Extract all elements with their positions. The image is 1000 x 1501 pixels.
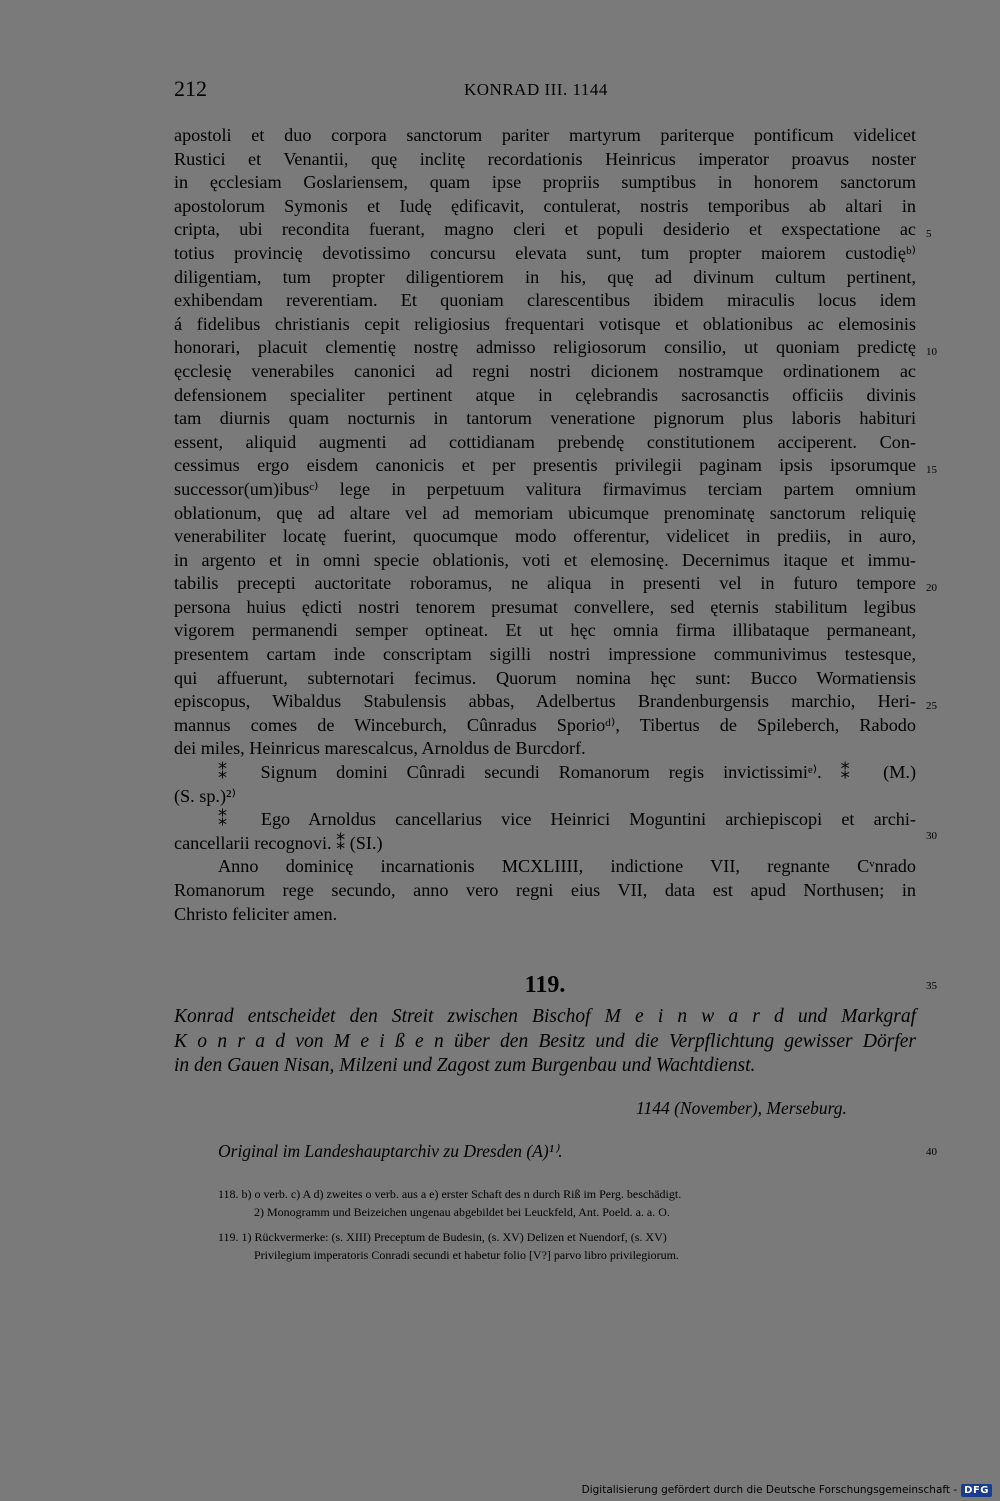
text-line: apostoli et duo corpora sanctorum pariter martyrum pariterque pontificum videlicet: [174, 125, 916, 145]
text-line: cessimus ergo eisdem canonicis et per presentis privilegii paginam ipsis ipsorumque: [174, 455, 916, 476]
signum-line: (S. sp.)²⁾: [174, 785, 236, 806]
text-line: tam diurnis quam nocturnis in tantorum veneratione pignorum plus laboris habituri: [174, 408, 916, 429]
line-number: 15: [926, 464, 937, 476]
text-line: vigorem permanendi semper optineat. Et ut hęc omnia firma illibataque permaneant,: [174, 620, 916, 641]
text-line: honorari, placuit clementię nostrę admisso religiosorum consilio, ut quoniam predictę: [174, 337, 916, 358]
recognition-line: cancellarii recognovi. ⁑ (SI.): [174, 832, 383, 853]
dfg-logo-icon: DFG: [961, 1484, 992, 1497]
text-line: oblationum, quę ad altare vel ad memoriam ubicumque prenominatę sanctorum reliquię: [174, 502, 916, 523]
footnote-block-118: [218, 1186, 918, 1221]
text-line: exhibendam reverentiam. Et quoniam clarescentibus ibidem miraculis locus idem: [174, 290, 916, 311]
text-line: tabilis precepti auctoritate roboramus, ne aliqua in presenti vel in futuro tempore: [174, 573, 916, 594]
text-line: successor(um)ibusᶜ⁾ lege in perpetuum valitura firmavimus terciam partem omnium: [174, 478, 916, 499]
regest: [174, 1005, 916, 1079]
text-line: apostolorum Symonis et Iudę ędificavit, contulerat, nostris temporibus ab altari in: [174, 195, 916, 216]
dfg-credit-text: Digitalisierung gefördert durch die Deutsche Forschungsgemeinschaft -: [581, 1484, 958, 1496]
text-line: venerabiliter locatę fuerint, quocumque modo offerentur, videlicet in prediis, in auro,: [174, 526, 916, 547]
line-number: 20: [926, 582, 937, 594]
text-line: diligentiam, tum propter diligentiorem in his, quę ad divinum cultum pertinent,: [174, 266, 916, 287]
text-line: mannus comes de Winceburch, Cûnradus Sporioᵈ⁾, Tibertus de Spileberch, Rabodo: [174, 714, 916, 735]
line-number: 30: [926, 830, 937, 842]
line-number: 40: [926, 1146, 937, 1158]
regest-line: in den Gauen Nisan, Milzeni und Zagost zum Burgenbau und Wachtdienst.: [174, 1055, 756, 1076]
signum-line: ⁑ Signum domini Cûnradi secundi Romanorum regis invictissimiᵉ⁾. ⁑ (M.): [218, 762, 916, 783]
footnote-line: 118. b) o verb. c) A d) zweites o verb. aus a e) erster Schaft des n durch Riß im Perg. beschädigt.: [218, 1187, 682, 1201]
regest-line: Konrad entscheidet den Streit zwischen Bischof M e i n w a r d und Markgraf: [174, 1006, 916, 1027]
text-line: qui affuerunt, subternotari fecimus. Quorum nomina hęc sunt: Bucco Wormatiensis: [174, 667, 916, 688]
text-line: in ęcclesiam Goslariensem, quam ipse propriis sumptibus in honorem sanctorum: [174, 172, 916, 193]
text-line: presentem cartam inde conscriptam sigilli nostri impressione communivimus testesque,: [174, 644, 916, 665]
footnote-line: Privilegium imperatoris Conradi secundi et habetur folio [V?] parvo libro privilegiorum.: [254, 1247, 679, 1262]
dating-line: Romanorum rege secundo, anno vero regni eius VII, data est apud Northusen; in: [174, 880, 916, 900]
line-number: 10: [926, 346, 937, 358]
text-line: Rustici et Venantii, quę inclitę recordationis Heinricus imperator proavus noster: [174, 148, 916, 169]
text-line: in argento et in omni specie oblationis, voti et elemosinę. Decernimus itaque et immu-: [174, 549, 916, 570]
text-line: defensionem specialiter pertinent atque in cęlebrandis sacrosanctis officiis divinis: [174, 384, 916, 405]
footnotes: [218, 1186, 918, 1272]
document-number: 119.: [524, 972, 566, 998]
dating-line: Anno dominicę incarnationis MCXLIIII, indictione VII, regnante Cᵛnrado: [218, 856, 916, 877]
line-number: 5: [926, 228, 932, 240]
text-line: ęcclesię venerabiles canonici ad regni nostri dicionem nostramque ordinationem ac: [174, 360, 916, 381]
charter-text: [174, 124, 916, 926]
provenance: Original im Landeshauptarchiv zu Dresden (A)¹⁾.: [218, 1141, 563, 1161]
text-line: á fidelibus christianis cepit religiosius frequentari votisque et oblationibus ac elemosinis: [174, 313, 916, 334]
text-line: cripta, ubi recondita fuerant, magno cleri et populi desiderio et exspectatione ac: [174, 219, 916, 240]
dfg-credit: [582, 1481, 992, 1499]
text-line: totius provincię devotissimo concursu elevata sunt, tum propter maiorem custodięᵇ⁾: [174, 242, 916, 263]
date-place: 1144 (November), Merseburg.: [636, 1098, 847, 1118]
text-line: persona huius ędicti nostri tenorem presumat convellere, sed ęternis stabilitum legibus: [174, 596, 916, 617]
text-line: essent, aliquid augmenti ad cottidianam prebendę constitutionem acciperent. Con-: [174, 431, 916, 452]
page-header: [174, 76, 916, 104]
line-number: 25: [926, 700, 937, 712]
recognition-line: ⁑ Ego Arnoldus cancellarius vice Heinrici Moguntini archiepiscopi et archi-: [218, 809, 916, 830]
page-number: 212: [174, 76, 207, 101]
dating-line: Christo feliciter amen.: [174, 903, 338, 924]
footnote-block-119: [218, 1229, 918, 1264]
line-number: 35: [926, 980, 937, 992]
text-line: dei miles, Heinricus marescalcus, Arnoldus de Burcdorf.: [174, 738, 586, 759]
text-line: episcopus, Wibaldus Stabulensis abbas, Adelbertus Brandenburgensis marchio, Heri-: [174, 691, 916, 712]
running-title: KONRAD III. 1144: [464, 80, 608, 99]
footnote-line: 2) Monogramm und Beizeichen ungenau abgebildet bei Leuckfeld, Ant. Poeld. a. a. O.: [254, 1204, 670, 1219]
footnote-line: 119. 1) Rückvermerke: (s. XIII) Preceptum de Budesin, (s. XV) Delizen et Nuendorf, (s. XV): [218, 1230, 667, 1244]
regest-line: K o n r a d von M e i ß e n über den Besitz und die Verpflichtung gewisser Dörfer: [174, 1030, 916, 1052]
